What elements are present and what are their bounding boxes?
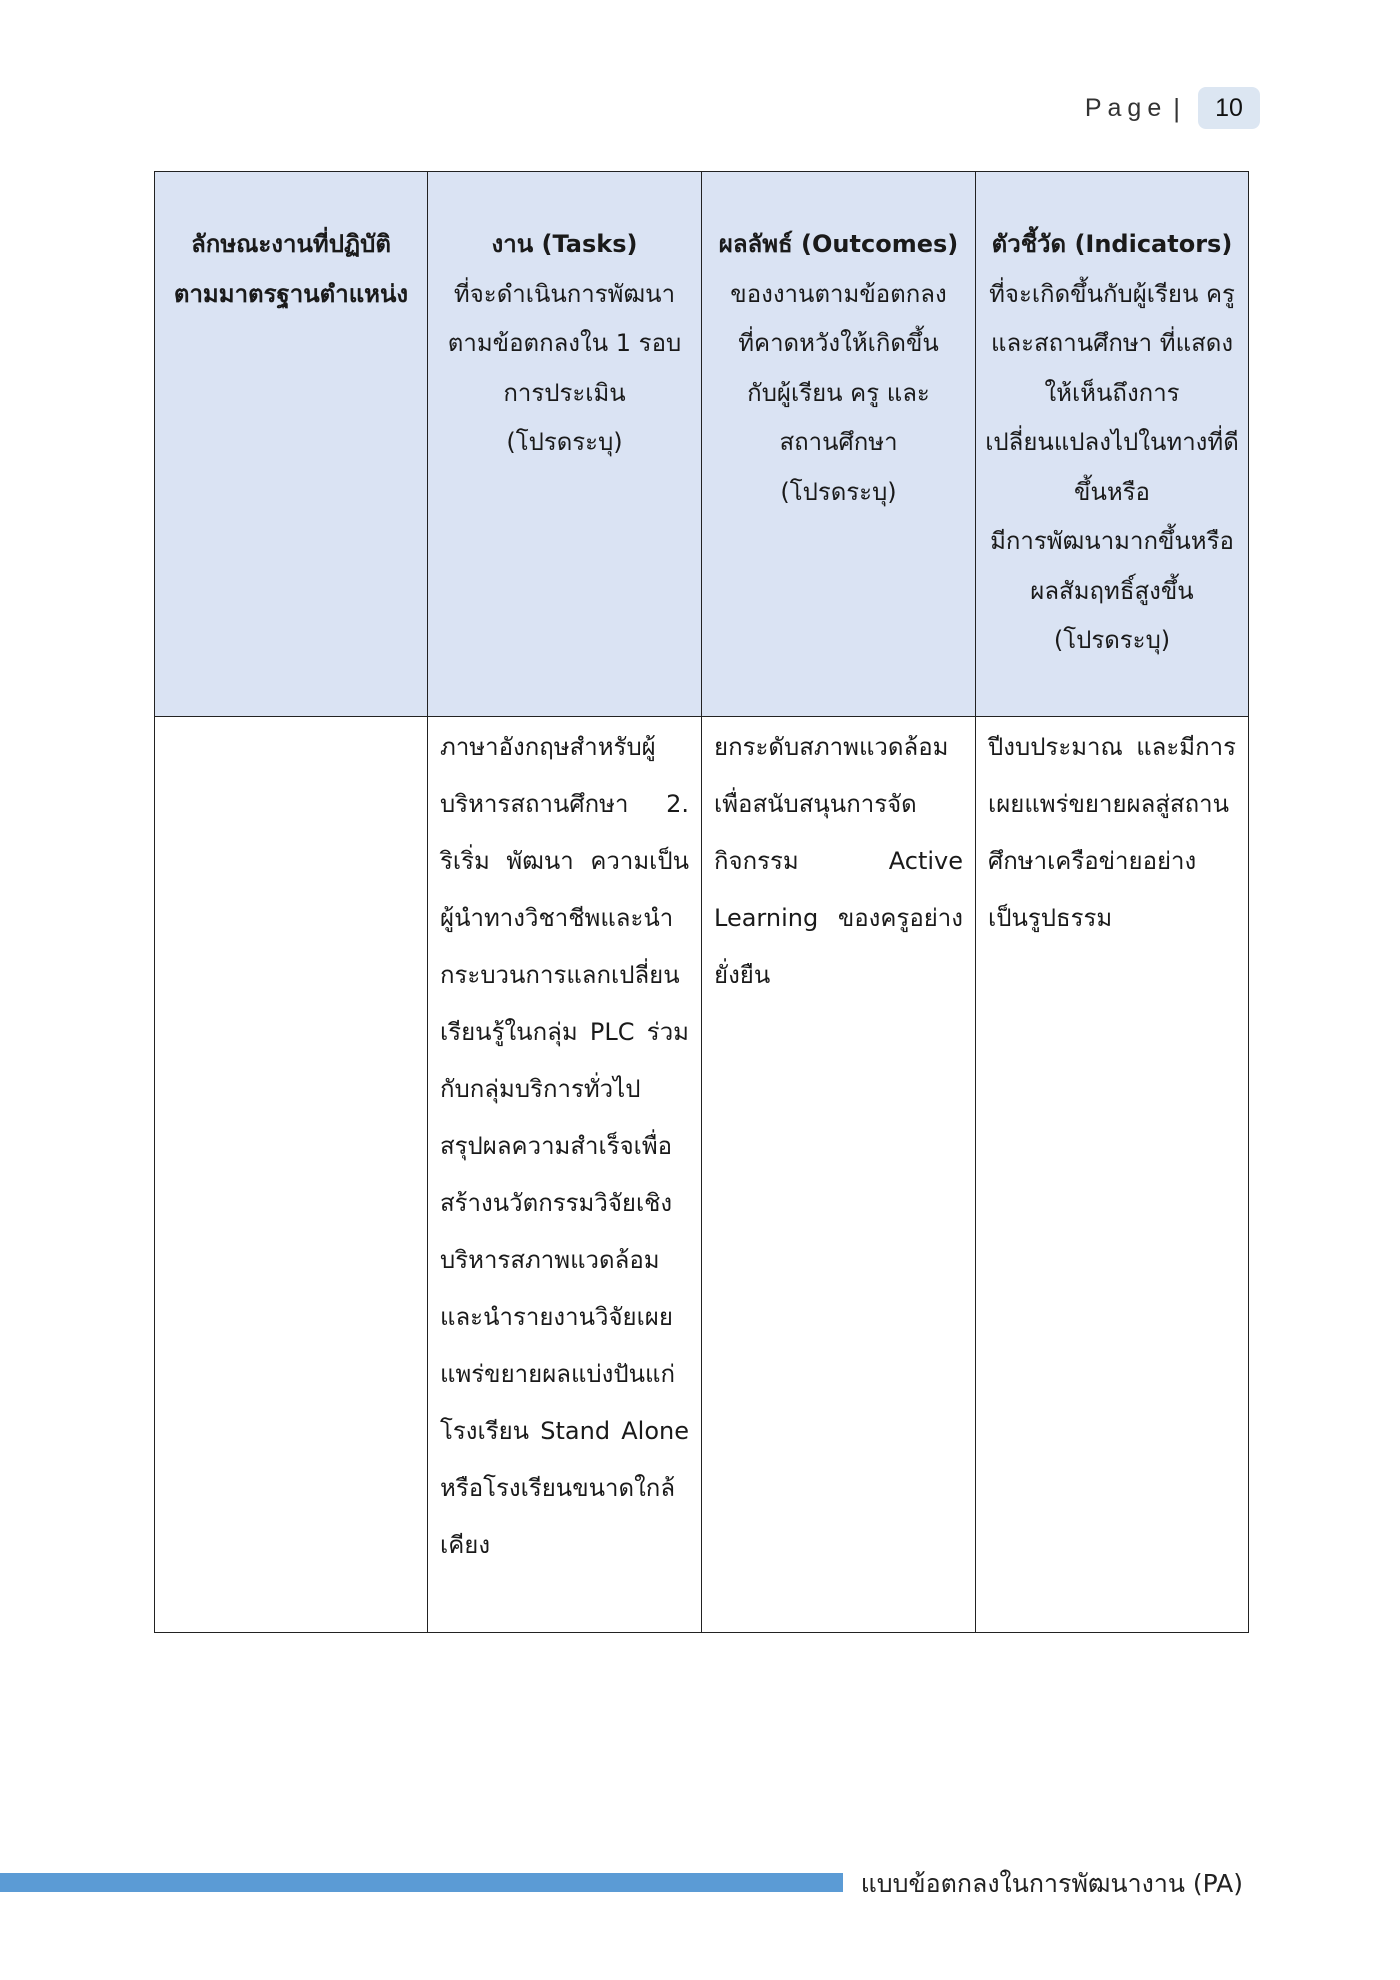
header-tasks-sub-line: การประเมิน — [503, 378, 626, 407]
page-header — [1085, 86, 1260, 130]
header-outcomes-sub-line: (โปรดระบุ) — [780, 477, 897, 506]
cell-tasks-text: ภาษาอังกฤษสำหรับผู้บริหารสถานศึกษา 2. ริเริ่ม พัฒนา ความเป็นผู้นำทางวิชาชีพและนำกระบวนการแลกเปลี่ยนเรียนรู้ในกลุ่ม PLC ร่วมกับกลุ่มบริการทั่วไป สรุปผลความสำเร็จเพื่อสร้างนวัตกรรมวิจัยเชิงบริหารสภาพแวดล้อม และนำรายงานวิจัยเผยแพร่ขยายผลแบ่งปันแก่โรงเรียน Stand Alone หรือโรงเรียนขนาดใกล้เคียง — [440, 733, 689, 1559]
table-row — [155, 717, 1249, 1633]
footer-title: แบบข้อตกลงในการพัฒนางาน (PA) — [860, 1869, 1243, 1898]
cell-outcomes — [702, 717, 976, 1633]
header-outcomes-title: ผลลัพธ์ (Outcomes) — [718, 230, 959, 258]
header-tasks-sub-line: ตามข้อตกลงใน 1 รอบ — [447, 329, 682, 357]
header-outcomes-sub-line: ของงานตามข้อตกลง — [730, 279, 947, 308]
header-tasks — [428, 172, 702, 717]
cell-tasks — [428, 717, 702, 1633]
header-indicators-sub-line: ผลสัมฤทธิ์สูงขึ้น — [1030, 576, 1194, 605]
header-work-type-title-line-2: ตามมาตรฐานตำแหน่ง — [173, 279, 409, 308]
header-indicators-sub-line: เปลี่ยนแปลงไปในทางที่ดี — [985, 428, 1239, 456]
page-separator: | — [1173, 92, 1180, 123]
page-number-badge: 10 — [1198, 87, 1260, 129]
header-outcomes-sub-line: กับผู้เรียน ครู และ — [747, 378, 930, 407]
header-indicators — [976, 172, 1249, 717]
header-tasks-sub-line: ที่จะดำเนินการพัฒนา — [453, 279, 676, 308]
cell-work-type — [155, 717, 428, 1633]
header-tasks-title: งาน (Tasks) — [491, 230, 638, 258]
header-indicators-sub-line: ให้เห็นถึงการ — [1044, 378, 1180, 407]
header-indicators-sub-line: ขึ้นหรือ — [1074, 477, 1150, 506]
footer-accent-bar — [0, 1873, 843, 1892]
header-indicators-title: ตัวชี้วัด (Indicators) — [991, 230, 1233, 258]
header-indicators-sub-line: และสถานศึกษา ที่แสดง — [990, 329, 1234, 357]
header-outcomes-sub-line: ที่คาดหวังให้เกิดขึ้น — [738, 329, 939, 357]
header-work-type-title-line-1: ลักษณะงานที่ปฏิบัติ — [191, 230, 391, 258]
header-indicators-sub-line: ที่จะเกิดขึ้นกับผู้เรียน ครู — [989, 279, 1235, 308]
header-indicators-sub-line: (โปรดระบุ) — [1053, 626, 1171, 654]
table-header-row — [155, 172, 1249, 717]
header-tasks-sub-line: (โปรดระบุ) — [506, 428, 623, 456]
cell-indicators — [976, 717, 1249, 1633]
page-label: Page — [1084, 93, 1168, 122]
header-outcomes — [702, 172, 976, 717]
cell-indicators-text: ปีงบประมาณ และมีการเผยแพร่ขยายผลสู่สถานศึกษาเครือข่ายอย่างเป็นรูปธรรม — [988, 733, 1236, 932]
header-outcomes-sub-line: สถานศึกษา — [779, 428, 898, 456]
header-indicators-sub-line: มีการพัฒนามากขึ้นหรือ — [990, 527, 1234, 555]
header-work-type — [155, 172, 428, 717]
agreement-table — [154, 171, 1249, 1633]
cell-outcomes-text: ยกระดับสภาพแวดล้อมเพื่อสนับสนุนการจัดกิจกรรม Active Learning ของครูอย่างยั่งยืน — [714, 733, 963, 989]
